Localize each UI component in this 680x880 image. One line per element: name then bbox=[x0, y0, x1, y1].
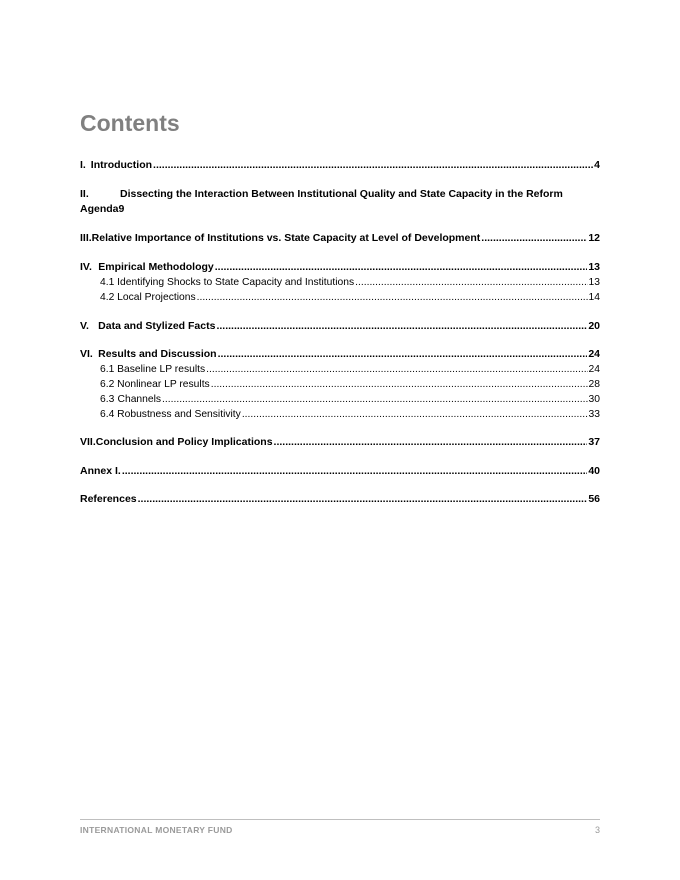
dot-leader bbox=[206, 362, 587, 377]
dot-leader bbox=[215, 260, 588, 275]
toc-entry-page: 13 bbox=[588, 261, 600, 273]
dot-leader bbox=[274, 435, 588, 450]
toc-entry-title: Introduction bbox=[90, 159, 153, 171]
footer-page-number: 3 bbox=[594, 825, 600, 835]
toc-entry-number: I. bbox=[80, 159, 86, 171]
toc-entry-title: 6.1 Baseline LP results bbox=[100, 364, 206, 375]
dot-leader bbox=[242, 407, 588, 422]
toc-entry-number: VII. bbox=[80, 436, 96, 448]
dot-leader bbox=[481, 231, 587, 246]
toc-entry-title: 6.4 Robustness and Sensitivity bbox=[100, 409, 241, 420]
toc-entry-title: Empirical Methodology bbox=[98, 261, 214, 273]
toc-entry-number: IV. bbox=[80, 261, 92, 273]
toc-entry-page: 14 bbox=[588, 292, 600, 303]
toc-entry-dissecting-interaction[interactable] bbox=[80, 187, 600, 217]
toc-entry-number: II. bbox=[80, 188, 89, 200]
dot-leader bbox=[162, 392, 587, 407]
toc-entry-title: Conclusion and Policy Implications bbox=[95, 436, 273, 448]
toc-entry-identifying-shocks[interactable] bbox=[100, 275, 600, 290]
dot-leader bbox=[138, 492, 588, 507]
toc-entry-number: V. bbox=[80, 320, 89, 332]
toc-entry-title: Dissecting the Interaction Between Institutional Quality and State Capacity in the Reform bbox=[120, 188, 563, 200]
dot-leader bbox=[355, 275, 587, 290]
toc-entry-conclusion[interactable] bbox=[80, 435, 600, 450]
toc-entry-title: 4.2 Local Projections bbox=[100, 292, 196, 303]
toc-entry-title: 6.2 Nonlinear LP results bbox=[100, 379, 210, 390]
toc-entry-title: Annex I. bbox=[80, 465, 121, 477]
toc-entry-title: Results and Discussion bbox=[98, 348, 217, 360]
toc-entry-introduction[interactable] bbox=[80, 158, 600, 173]
toc-entry-page: 56 bbox=[588, 493, 600, 505]
toc-entry-page: 40 bbox=[588, 465, 600, 477]
toc-entry-number: III. bbox=[80, 232, 92, 244]
dot-leader bbox=[153, 158, 593, 173]
dot-leader bbox=[218, 347, 588, 362]
toc-entry-page: 9 bbox=[118, 203, 125, 215]
dot-leader bbox=[122, 464, 587, 479]
toc-entry-number: 6.3 bbox=[100, 394, 115, 405]
toc-entry-page: 20 bbox=[588, 320, 600, 332]
toc-entry-baseline-lp[interactable] bbox=[100, 362, 600, 377]
toc-entry-title: References bbox=[80, 493, 137, 505]
toc-entry-title: Data and Stylized Facts bbox=[98, 320, 216, 332]
toc-entry-title-continued: Agenda bbox=[80, 203, 119, 215]
dot-leader bbox=[197, 290, 588, 305]
toc-entry-local-projections[interactable] bbox=[100, 290, 600, 305]
toc-entry-page: 24 bbox=[588, 364, 600, 375]
toc-entry-empirical-methodology[interactable] bbox=[80, 260, 600, 275]
toc-entry-page: 33 bbox=[588, 409, 600, 420]
contents-heading: Contents bbox=[80, 110, 180, 136]
toc-entry-page: 37 bbox=[588, 436, 600, 448]
toc-entry-annex[interactable] bbox=[80, 464, 600, 479]
footer-organization: INTERNATIONAL MONETARY FUND bbox=[80, 825, 233, 835]
dot-leader bbox=[216, 319, 587, 334]
toc-entry-relative-importance[interactable] bbox=[80, 231, 600, 246]
toc-entry-page: 24 bbox=[588, 348, 600, 360]
toc-entry-references[interactable] bbox=[80, 492, 600, 507]
toc-entry-title: 4.1 Identifying Shocks to State Capacity and Institutions bbox=[100, 277, 355, 288]
toc-entry-page: 12 bbox=[588, 232, 600, 244]
toc-entry-number: VI. bbox=[80, 348, 93, 360]
dot-leader bbox=[211, 377, 588, 392]
toc-entry-page: 30 bbox=[588, 394, 600, 405]
toc-entry-robustness[interactable] bbox=[100, 407, 600, 422]
toc-entry-results-discussion[interactable] bbox=[80, 347, 600, 362]
toc-entry-page: 28 bbox=[588, 379, 600, 390]
toc-entry-nonlinear-lp[interactable] bbox=[100, 377, 600, 392]
toc-entry-page: 13 bbox=[588, 277, 600, 288]
footer-divider bbox=[80, 819, 600, 820]
toc-entry-channels[interactable] bbox=[100, 392, 600, 407]
toc-entry-data-stylized-facts[interactable] bbox=[80, 319, 600, 334]
toc-entry-page: 4 bbox=[594, 159, 600, 171]
toc-entry-title: Relative Importance of Institutions vs. State Capacity at Level of Development bbox=[91, 232, 481, 244]
toc-entry-title: Channels bbox=[117, 394, 162, 405]
